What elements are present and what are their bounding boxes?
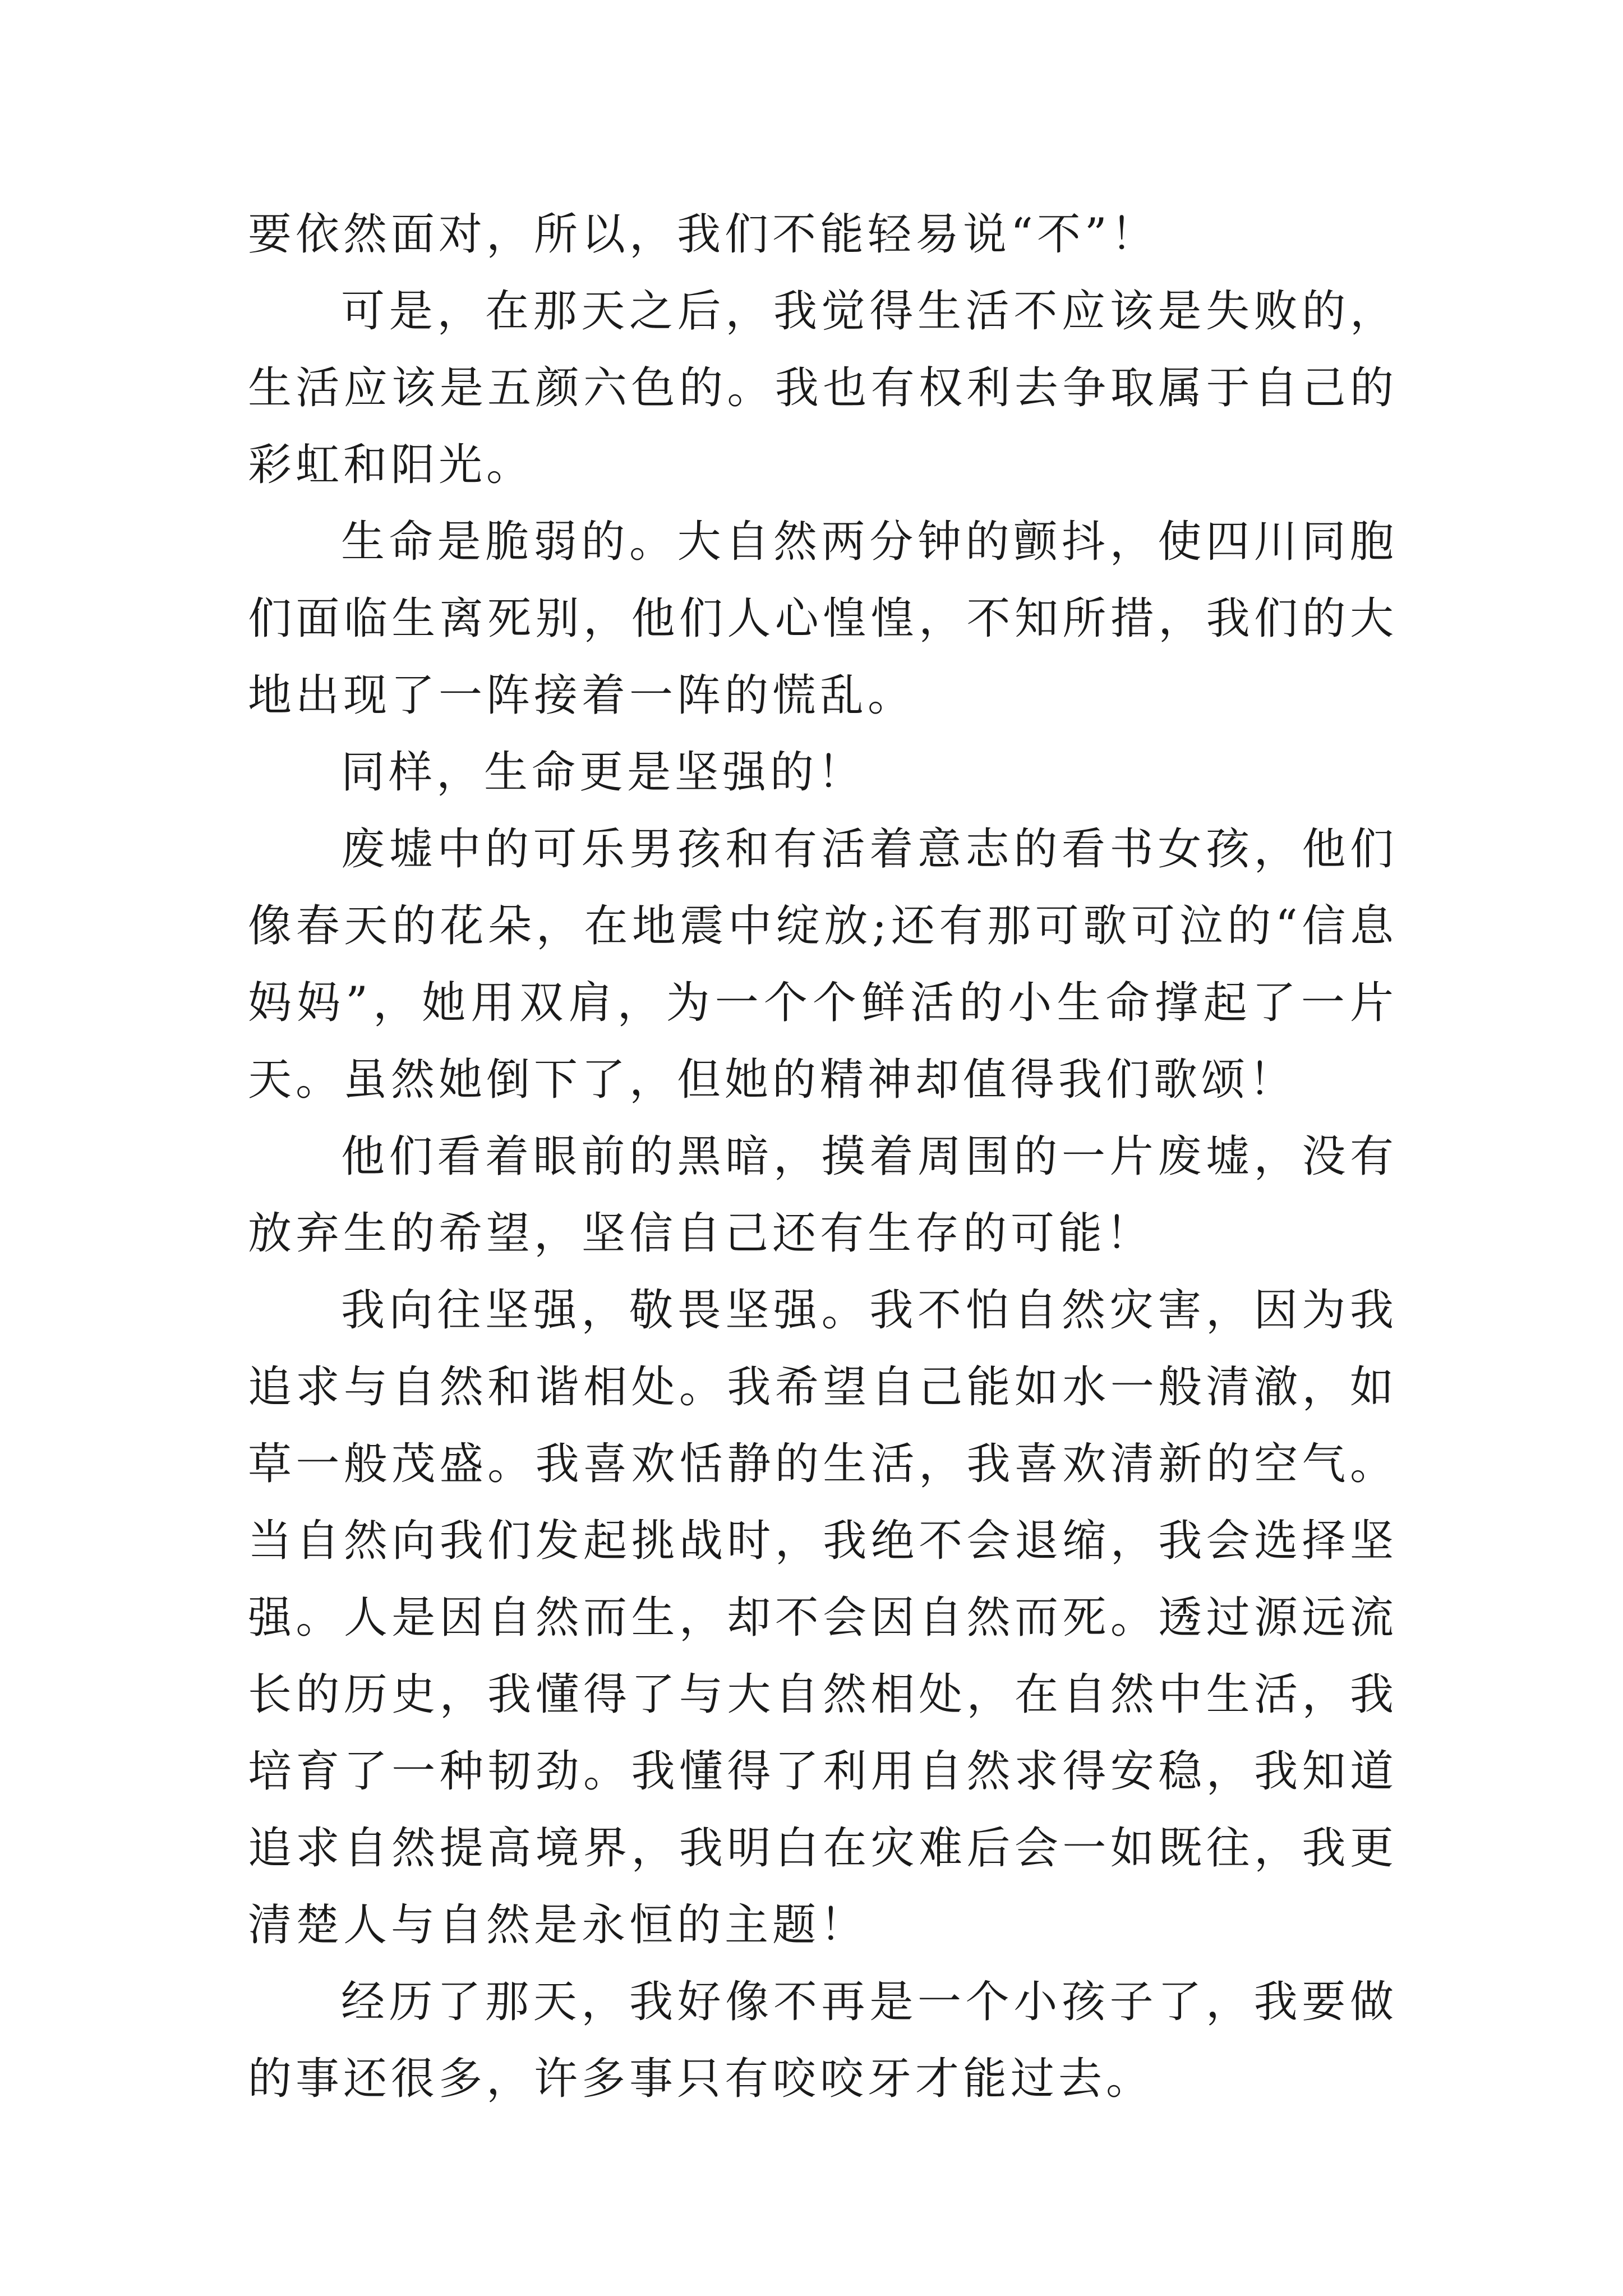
paragraph-6: 他们看着眼前的黑暗，摸着周围的一片废墟，没有放弃生的希望，坚信自己还有生存的可能！ [248, 1131, 1398, 1259]
paragraph-8: 经历了那天，我好像不再是一个小孩子了，我要做的事还很多，许多事只有咬咬牙才能过去。 [248, 1977, 1398, 2104]
body-text [248, 196, 1398, 2118]
paragraph-2: 可是，在那天之后，我觉得生活不应该是失败的，生活应该是五颜六色的。我也有权利去争取属于自己的彩虹和阳光。 [248, 286, 1398, 490]
paragraph-7: 我向往坚强，敬畏坚强。我不怕自然灾害，因为我追求与自然和谐相处。我希望自己能如水一般清澈，如草一般茂盛。我喜欢恬静的生活，我喜欢清新的空气。当自然向我们发起挑战时，我绝不会退缩，我会选择坚强。人是因自然而生，却不会因自然而死。透过源远流长的历史，我懂得了与大自然相处，在自然中生活，我培育了一种韧劲。我懂得了利用自然求得安稳，我知道追求自然提高境界，我明白在灾难后会一如既往，我更清楚人与自然是永恒的主题！ [248, 1285, 1398, 1950]
paragraph-1: 要依然面对，所以，我们不能轻易说“不”！ [248, 209, 1159, 260]
paragraph-4: 同样，生命更是坚强的！ [341, 747, 866, 798]
paragraph-5: 废墟中的可乐男孩和有活着意志的看书女孩，他们像春天的花朵，在地震中绽放;还有那可歌可泣的“信息妈妈”，她用双肩，为一个个鲜活的小生命撑起了一片天。虽然她倒下了，但她的精神却值得我们歌颂！ [248, 824, 1398, 1105]
paragraph-3: 生命是脆弱的。大自然两分钟的颤抖，使四川同胞们面临生离死别，他们人心惶惶，不知所措，我们的大地出现了一阵接着一阵的慌乱。 [248, 517, 1398, 721]
